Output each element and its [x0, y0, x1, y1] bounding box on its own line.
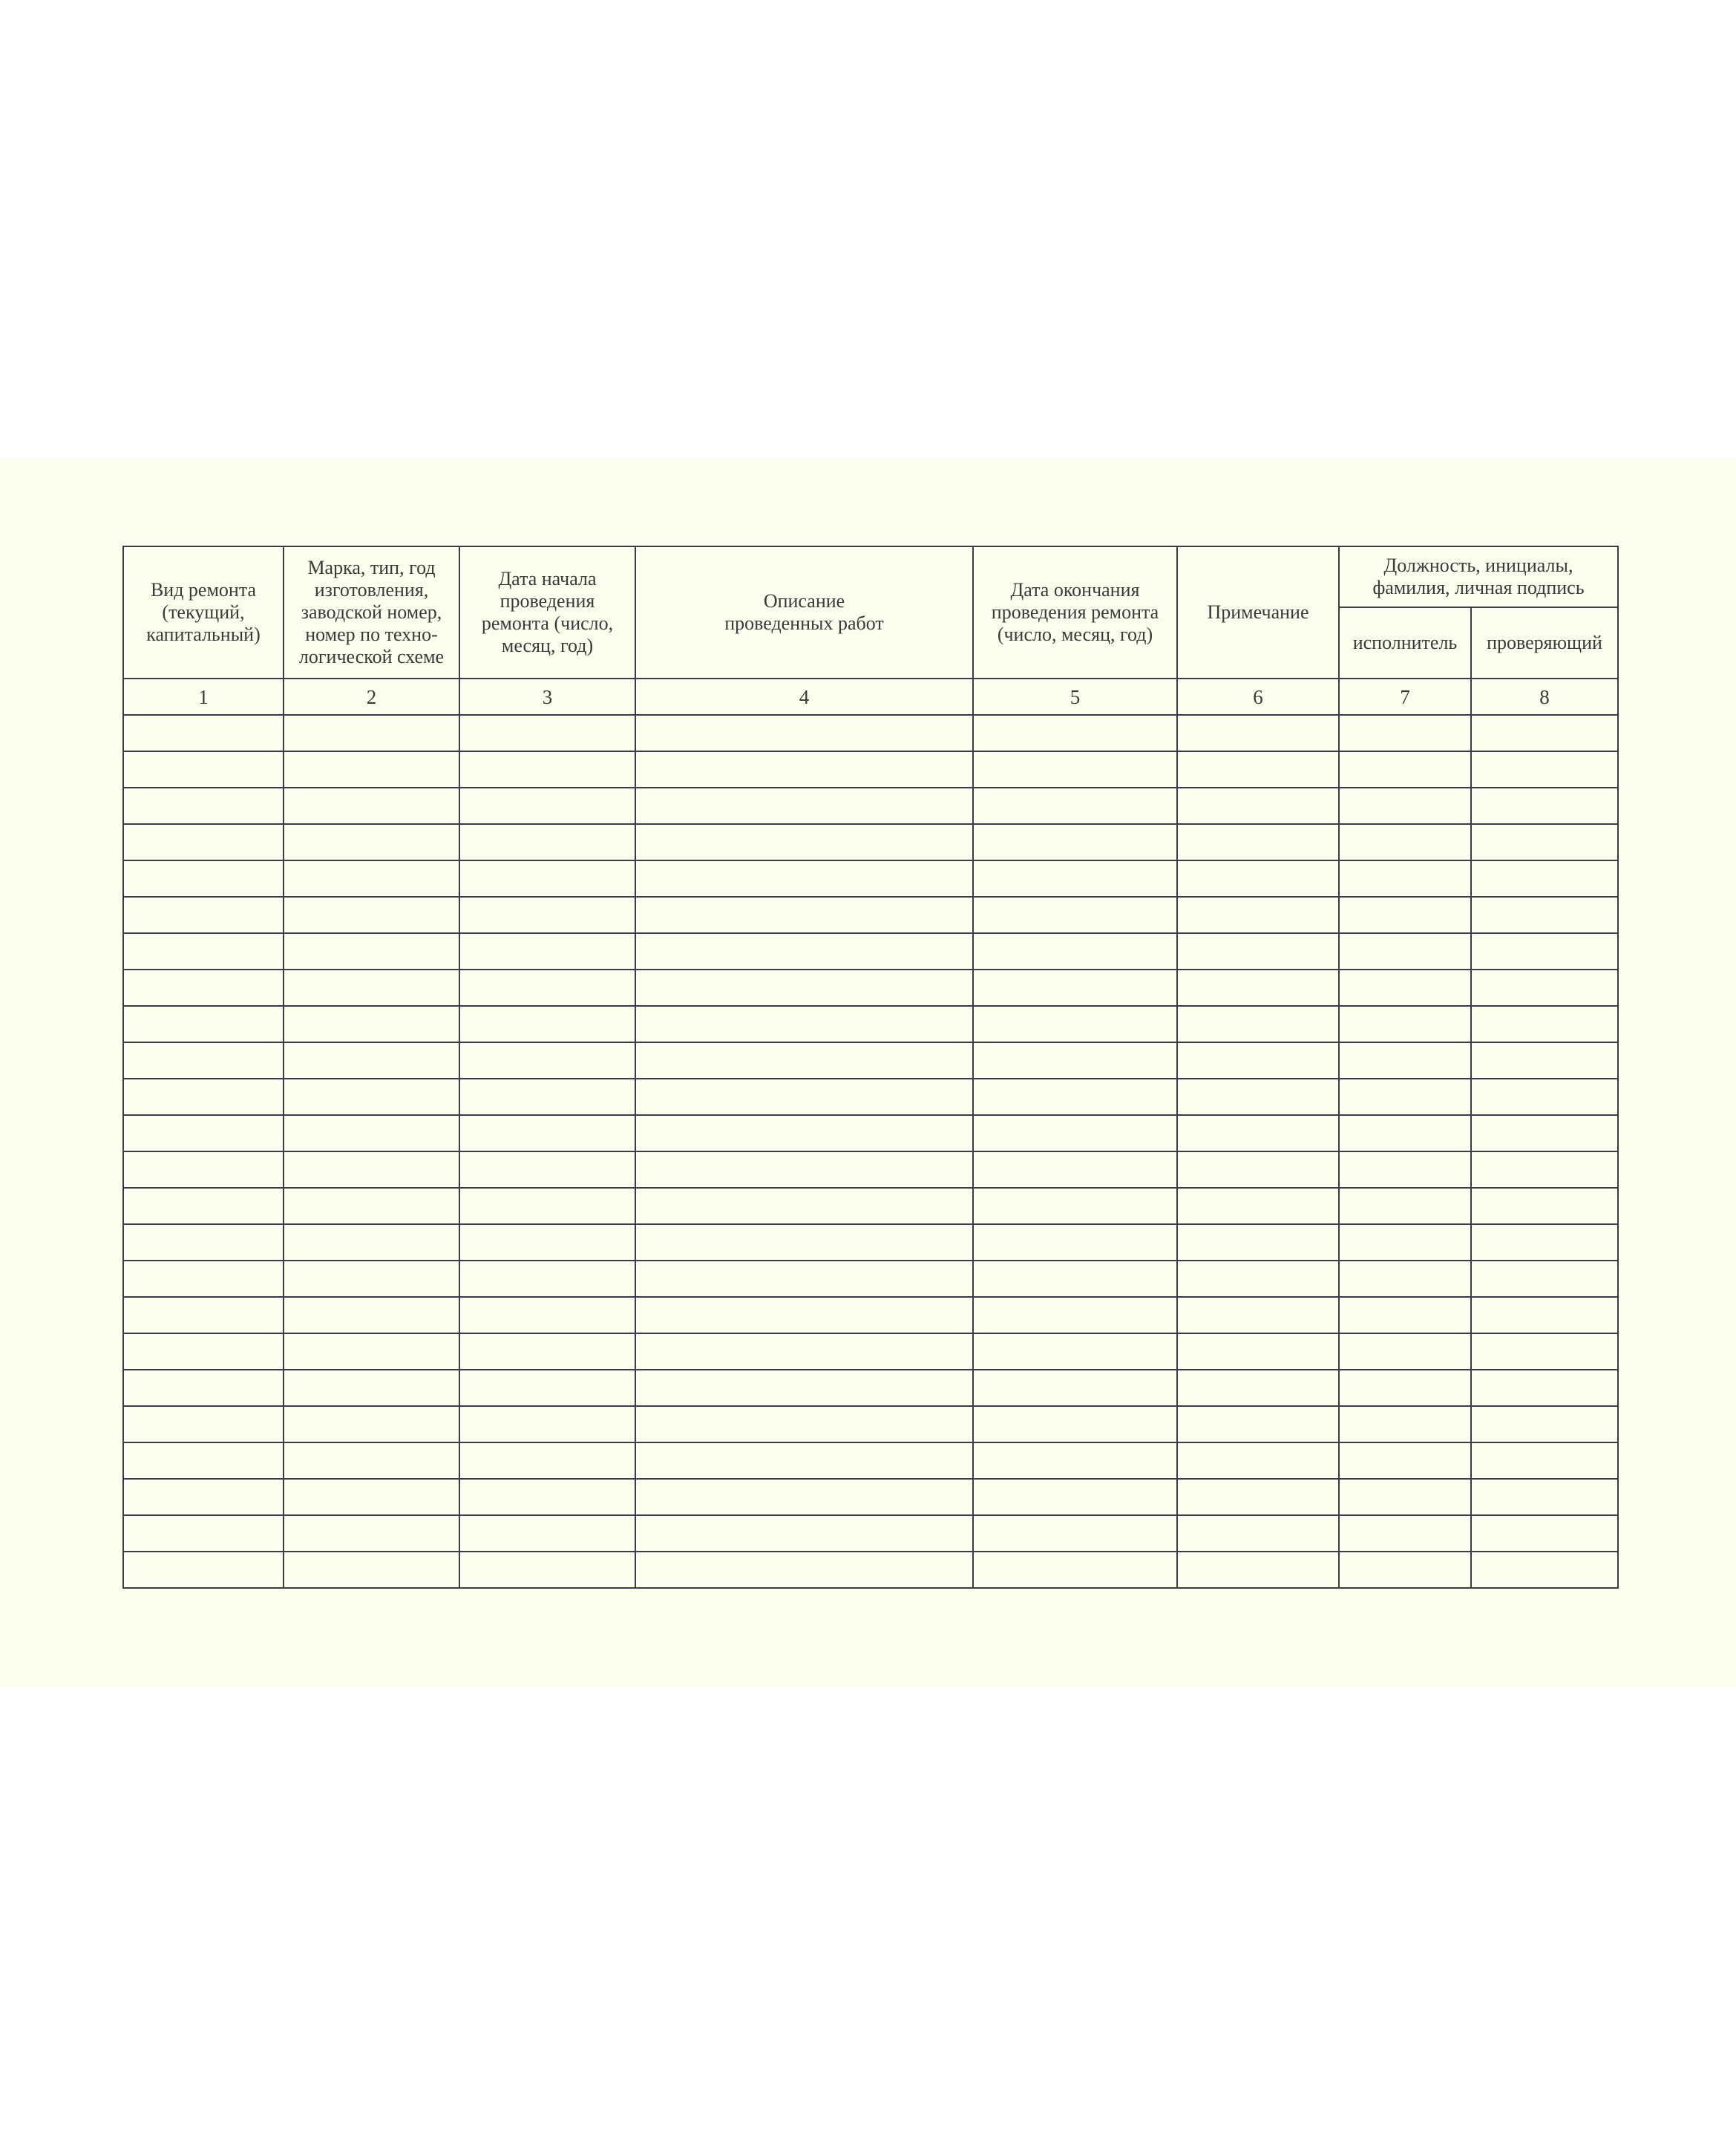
- table-cell: [123, 897, 284, 933]
- table-cell: [1177, 1442, 1339, 1479]
- form-sheet: [0, 458, 1736, 1687]
- table-cell: [284, 1151, 459, 1188]
- header-repair-type: Вид ремонта (текущий, капитальный): [123, 546, 284, 679]
- table-cell: [284, 1333, 459, 1370]
- table-cell: [123, 1042, 284, 1079]
- table-cell: [459, 897, 635, 933]
- table-cell: [635, 970, 973, 1006]
- table-cell: [459, 1552, 635, 1588]
- table-cell: [1177, 1224, 1339, 1261]
- table-cell: [459, 1297, 635, 1333]
- table-cell: [1471, 860, 1618, 897]
- table-cell: [1471, 824, 1618, 860]
- table-row: [123, 1042, 1618, 1079]
- table-cell: [973, 970, 1177, 1006]
- table-cell: [635, 1188, 973, 1224]
- table-cell: [284, 1370, 459, 1406]
- table-cell: [459, 1479, 635, 1515]
- table-cell: [973, 1406, 1177, 1442]
- table-cell: [973, 1515, 1177, 1552]
- table-cell: [1339, 933, 1471, 970]
- table-cell: [123, 860, 284, 897]
- table-cell: [123, 788, 284, 824]
- table-cell: [123, 1188, 284, 1224]
- table-cell: [284, 1261, 459, 1297]
- table-cell: [635, 1151, 973, 1188]
- table-cell: [459, 824, 635, 860]
- table-cell: [1177, 1552, 1339, 1588]
- table-cell: [1471, 1297, 1618, 1333]
- table-cell: [635, 1515, 973, 1552]
- table-cell: [973, 1006, 1177, 1042]
- table-cell: [459, 1042, 635, 1079]
- table-row: [123, 1079, 1618, 1115]
- table-cell: [1339, 1406, 1471, 1442]
- table-cell: [1339, 1297, 1471, 1333]
- column-number: 4: [635, 679, 973, 715]
- table-cell: [284, 1224, 459, 1261]
- header-start-date: Дата начала проведения ремонта (число, месяц, год): [459, 546, 635, 679]
- table-cell: [1339, 1188, 1471, 1224]
- table-cell: [1471, 897, 1618, 933]
- table-cell: [123, 1224, 284, 1261]
- table-cell: [459, 1442, 635, 1479]
- table-cell: [1471, 751, 1618, 788]
- table-cell: [459, 751, 635, 788]
- header-work-description: Описание проведенных работ: [635, 546, 973, 679]
- table-cell: [635, 1006, 973, 1042]
- table-cell: [1177, 751, 1339, 788]
- table-cell: [1339, 1224, 1471, 1261]
- table-cell: [1339, 1370, 1471, 1406]
- table-cell: [284, 1079, 459, 1115]
- table-cell: [635, 1261, 973, 1297]
- table-cell: [1339, 824, 1471, 860]
- table-cell: [973, 860, 1177, 897]
- column-number: 5: [973, 679, 1177, 715]
- table-cell: [284, 715, 459, 751]
- table-cell: [1471, 1079, 1618, 1115]
- column-number: 2: [284, 679, 459, 715]
- table-cell: [635, 933, 973, 970]
- table-cell: [284, 1115, 459, 1151]
- table-cell: [1471, 1552, 1618, 1588]
- table-cell: [1339, 1151, 1471, 1188]
- table-cell: [973, 897, 1177, 933]
- table-row: [123, 1261, 1618, 1297]
- column-number: 3: [459, 679, 635, 715]
- table-cell: [284, 788, 459, 824]
- table-cell: [1471, 1479, 1618, 1515]
- table-cell: [123, 751, 284, 788]
- header-equipment-details: Марка, тип, год изготовления, заводской номер, номер по техно- логической схеме: [284, 546, 459, 679]
- table-cell: [635, 1479, 973, 1515]
- table-cell: [1177, 715, 1339, 751]
- column-number: 7: [1339, 679, 1471, 715]
- table-row: [123, 1188, 1618, 1224]
- table-cell: [284, 1188, 459, 1224]
- table-row: [123, 970, 1618, 1006]
- table-row: [123, 1333, 1618, 1370]
- table-cell: [1471, 788, 1618, 824]
- column-number: 8: [1471, 679, 1618, 715]
- table-cell: [973, 1297, 1177, 1333]
- table-cell: [635, 1115, 973, 1151]
- table-cell: [123, 933, 284, 970]
- table-cell: [973, 1042, 1177, 1079]
- table-cell: [973, 1115, 1177, 1151]
- table-row: [123, 1406, 1618, 1442]
- table-cell: [1339, 1006, 1471, 1042]
- table-cell: [635, 751, 973, 788]
- table-row: [123, 715, 1618, 751]
- table-body: [123, 715, 1618, 1588]
- table-cell: [123, 824, 284, 860]
- table-cell: [1339, 897, 1471, 933]
- table-cell: [973, 1151, 1177, 1188]
- table-cell: [1177, 1079, 1339, 1115]
- table-cell: [459, 970, 635, 1006]
- table-cell: [459, 1079, 635, 1115]
- table-cell: [459, 1515, 635, 1552]
- table-cell: [635, 860, 973, 897]
- table-cell: [1339, 1442, 1471, 1479]
- table-cell: [123, 1115, 284, 1151]
- header-signatures-group: Должность, инициалы, фамилия, личная подпись: [1339, 546, 1618, 607]
- table-row: [123, 1151, 1618, 1188]
- table-cell: [459, 1333, 635, 1370]
- table-cell: [284, 1406, 459, 1442]
- table-cell: [284, 897, 459, 933]
- table-cell: [459, 1151, 635, 1188]
- table-row: [123, 860, 1618, 897]
- table-cell: [459, 1006, 635, 1042]
- table-cell: [1339, 1515, 1471, 1552]
- table-cell: [1339, 860, 1471, 897]
- table-cell: [973, 1370, 1177, 1406]
- table-cell: [123, 970, 284, 1006]
- table-cell: [123, 1333, 284, 1370]
- table-cell: [459, 860, 635, 897]
- table-cell: [123, 1151, 284, 1188]
- column-number-row: [123, 679, 1618, 715]
- table-cell: [284, 860, 459, 897]
- table-cell: [1339, 1042, 1471, 1079]
- table-cell: [1177, 933, 1339, 970]
- table-cell: [1471, 1224, 1618, 1261]
- table-cell: [1177, 824, 1339, 860]
- table-cell: [1177, 788, 1339, 824]
- table-cell: [635, 1406, 973, 1442]
- table-cell: [284, 1297, 459, 1333]
- table-cell: [284, 824, 459, 860]
- table-cell: [973, 1442, 1177, 1479]
- table-cell: [123, 1515, 284, 1552]
- table-cell: [1339, 1552, 1471, 1588]
- table-cell: [123, 1079, 284, 1115]
- table-cell: [1471, 1333, 1618, 1370]
- table-row: [123, 751, 1618, 788]
- table-row: [123, 1442, 1618, 1479]
- table-cell: [1177, 1042, 1339, 1079]
- table-cell: [1471, 1406, 1618, 1442]
- table-cell: [973, 933, 1177, 970]
- table-cell: [635, 1370, 973, 1406]
- table-cell: [459, 933, 635, 970]
- table-row: [123, 824, 1618, 860]
- table-cell: [284, 1515, 459, 1552]
- table-row: [123, 1115, 1618, 1151]
- table-cell: [635, 897, 973, 933]
- table-cell: [459, 1188, 635, 1224]
- table-row: [123, 897, 1618, 933]
- table-cell: [1471, 1115, 1618, 1151]
- table-row: [123, 1479, 1618, 1515]
- table-cell: [284, 1006, 459, 1042]
- table-cell: [635, 1333, 973, 1370]
- table-cell: [973, 824, 1177, 860]
- table-cell: [1471, 1515, 1618, 1552]
- column-number: 1: [123, 679, 284, 715]
- table-cell: [123, 1006, 284, 1042]
- table-cell: [123, 1370, 284, 1406]
- table-cell: [635, 788, 973, 824]
- table-cell: [123, 1552, 284, 1588]
- header-end-date: Дата окончания проведения ремонта (число, месяц, год): [973, 546, 1177, 679]
- table-cell: [1177, 1370, 1339, 1406]
- table-cell: [973, 1261, 1177, 1297]
- table-cell: [635, 1297, 973, 1333]
- table-cell: [123, 1261, 284, 1297]
- table-cell: [1177, 1151, 1339, 1188]
- table-cell: [973, 1188, 1177, 1224]
- table-cell: [284, 751, 459, 788]
- table-row: [123, 1515, 1618, 1552]
- table-row: [123, 1224, 1618, 1261]
- table-cell: [459, 1224, 635, 1261]
- table-cell: [1339, 1333, 1471, 1370]
- table-row: [123, 1370, 1618, 1406]
- table-row: [123, 933, 1618, 970]
- table-cell: [635, 1042, 973, 1079]
- table-cell: [1471, 970, 1618, 1006]
- table-cell: [1177, 1188, 1339, 1224]
- table-row: [123, 1006, 1618, 1042]
- table-cell: [635, 824, 973, 860]
- table-cell: [1177, 897, 1339, 933]
- table-cell: [459, 788, 635, 824]
- table-cell: [123, 715, 284, 751]
- table-cell: [459, 1406, 635, 1442]
- table-cell: [1177, 1333, 1339, 1370]
- table-cell: [1177, 1406, 1339, 1442]
- table-cell: [1471, 933, 1618, 970]
- table-cell: [1177, 1479, 1339, 1515]
- table-cell: [1339, 970, 1471, 1006]
- table-cell: [973, 788, 1177, 824]
- header-executor: исполнитель: [1339, 607, 1471, 679]
- table-cell: [635, 715, 973, 751]
- table-cell: [1471, 1261, 1618, 1297]
- table-cell: [635, 1224, 973, 1261]
- table-row: [123, 1297, 1618, 1333]
- table-cell: [123, 1406, 284, 1442]
- table-row: [123, 788, 1618, 824]
- table-cell: [1471, 715, 1618, 751]
- table-cell: [635, 1552, 973, 1588]
- table-cell: [1339, 751, 1471, 788]
- table-cell: [1339, 788, 1471, 824]
- table-cell: [284, 970, 459, 1006]
- table-cell: [1177, 1297, 1339, 1333]
- table-cell: [1339, 1079, 1471, 1115]
- table-cell: [1177, 1261, 1339, 1297]
- table-cell: [973, 751, 1177, 788]
- table-cell: [459, 1115, 635, 1151]
- table-cell: [1177, 1115, 1339, 1151]
- header-inspector: проверяющий: [1471, 607, 1618, 679]
- table-cell: [1339, 1261, 1471, 1297]
- table-cell: [635, 1079, 973, 1115]
- table-cell: [123, 1297, 284, 1333]
- column-number: 6: [1177, 679, 1339, 715]
- table-cell: [1177, 1515, 1339, 1552]
- table-cell: [973, 1333, 1177, 1370]
- repair-journal-table: [122, 546, 1619, 1589]
- table-cell: [284, 1552, 459, 1588]
- table-cell: [1471, 1151, 1618, 1188]
- table-cell: [1177, 860, 1339, 897]
- table-cell: [1177, 1006, 1339, 1042]
- table-cell: [973, 715, 1177, 751]
- table-cell: [1471, 1006, 1618, 1042]
- table-cell: [1339, 1479, 1471, 1515]
- table-cell: [284, 1442, 459, 1479]
- table-cell: [284, 933, 459, 970]
- table-cell: [284, 1479, 459, 1515]
- table-cell: [123, 1442, 284, 1479]
- table-cell: [459, 715, 635, 751]
- header-note: Примечание: [1177, 546, 1339, 679]
- table-cell: [973, 1552, 1177, 1588]
- table-cell: [973, 1224, 1177, 1261]
- table-cell: [123, 1479, 284, 1515]
- table-cell: [1177, 970, 1339, 1006]
- table-row: [123, 1552, 1618, 1588]
- table-cell: [1471, 1042, 1618, 1079]
- table-cell: [1471, 1442, 1618, 1479]
- table-cell: [284, 1042, 459, 1079]
- table-cell: [635, 1442, 973, 1479]
- table-cell: [1339, 1115, 1471, 1151]
- table-cell: [1471, 1188, 1618, 1224]
- table-cell: [1471, 1370, 1618, 1406]
- table-cell: [973, 1079, 1177, 1115]
- table-cell: [459, 1370, 635, 1406]
- table-cell: [1339, 715, 1471, 751]
- table-cell: [459, 1261, 635, 1297]
- table-cell: [973, 1479, 1177, 1515]
